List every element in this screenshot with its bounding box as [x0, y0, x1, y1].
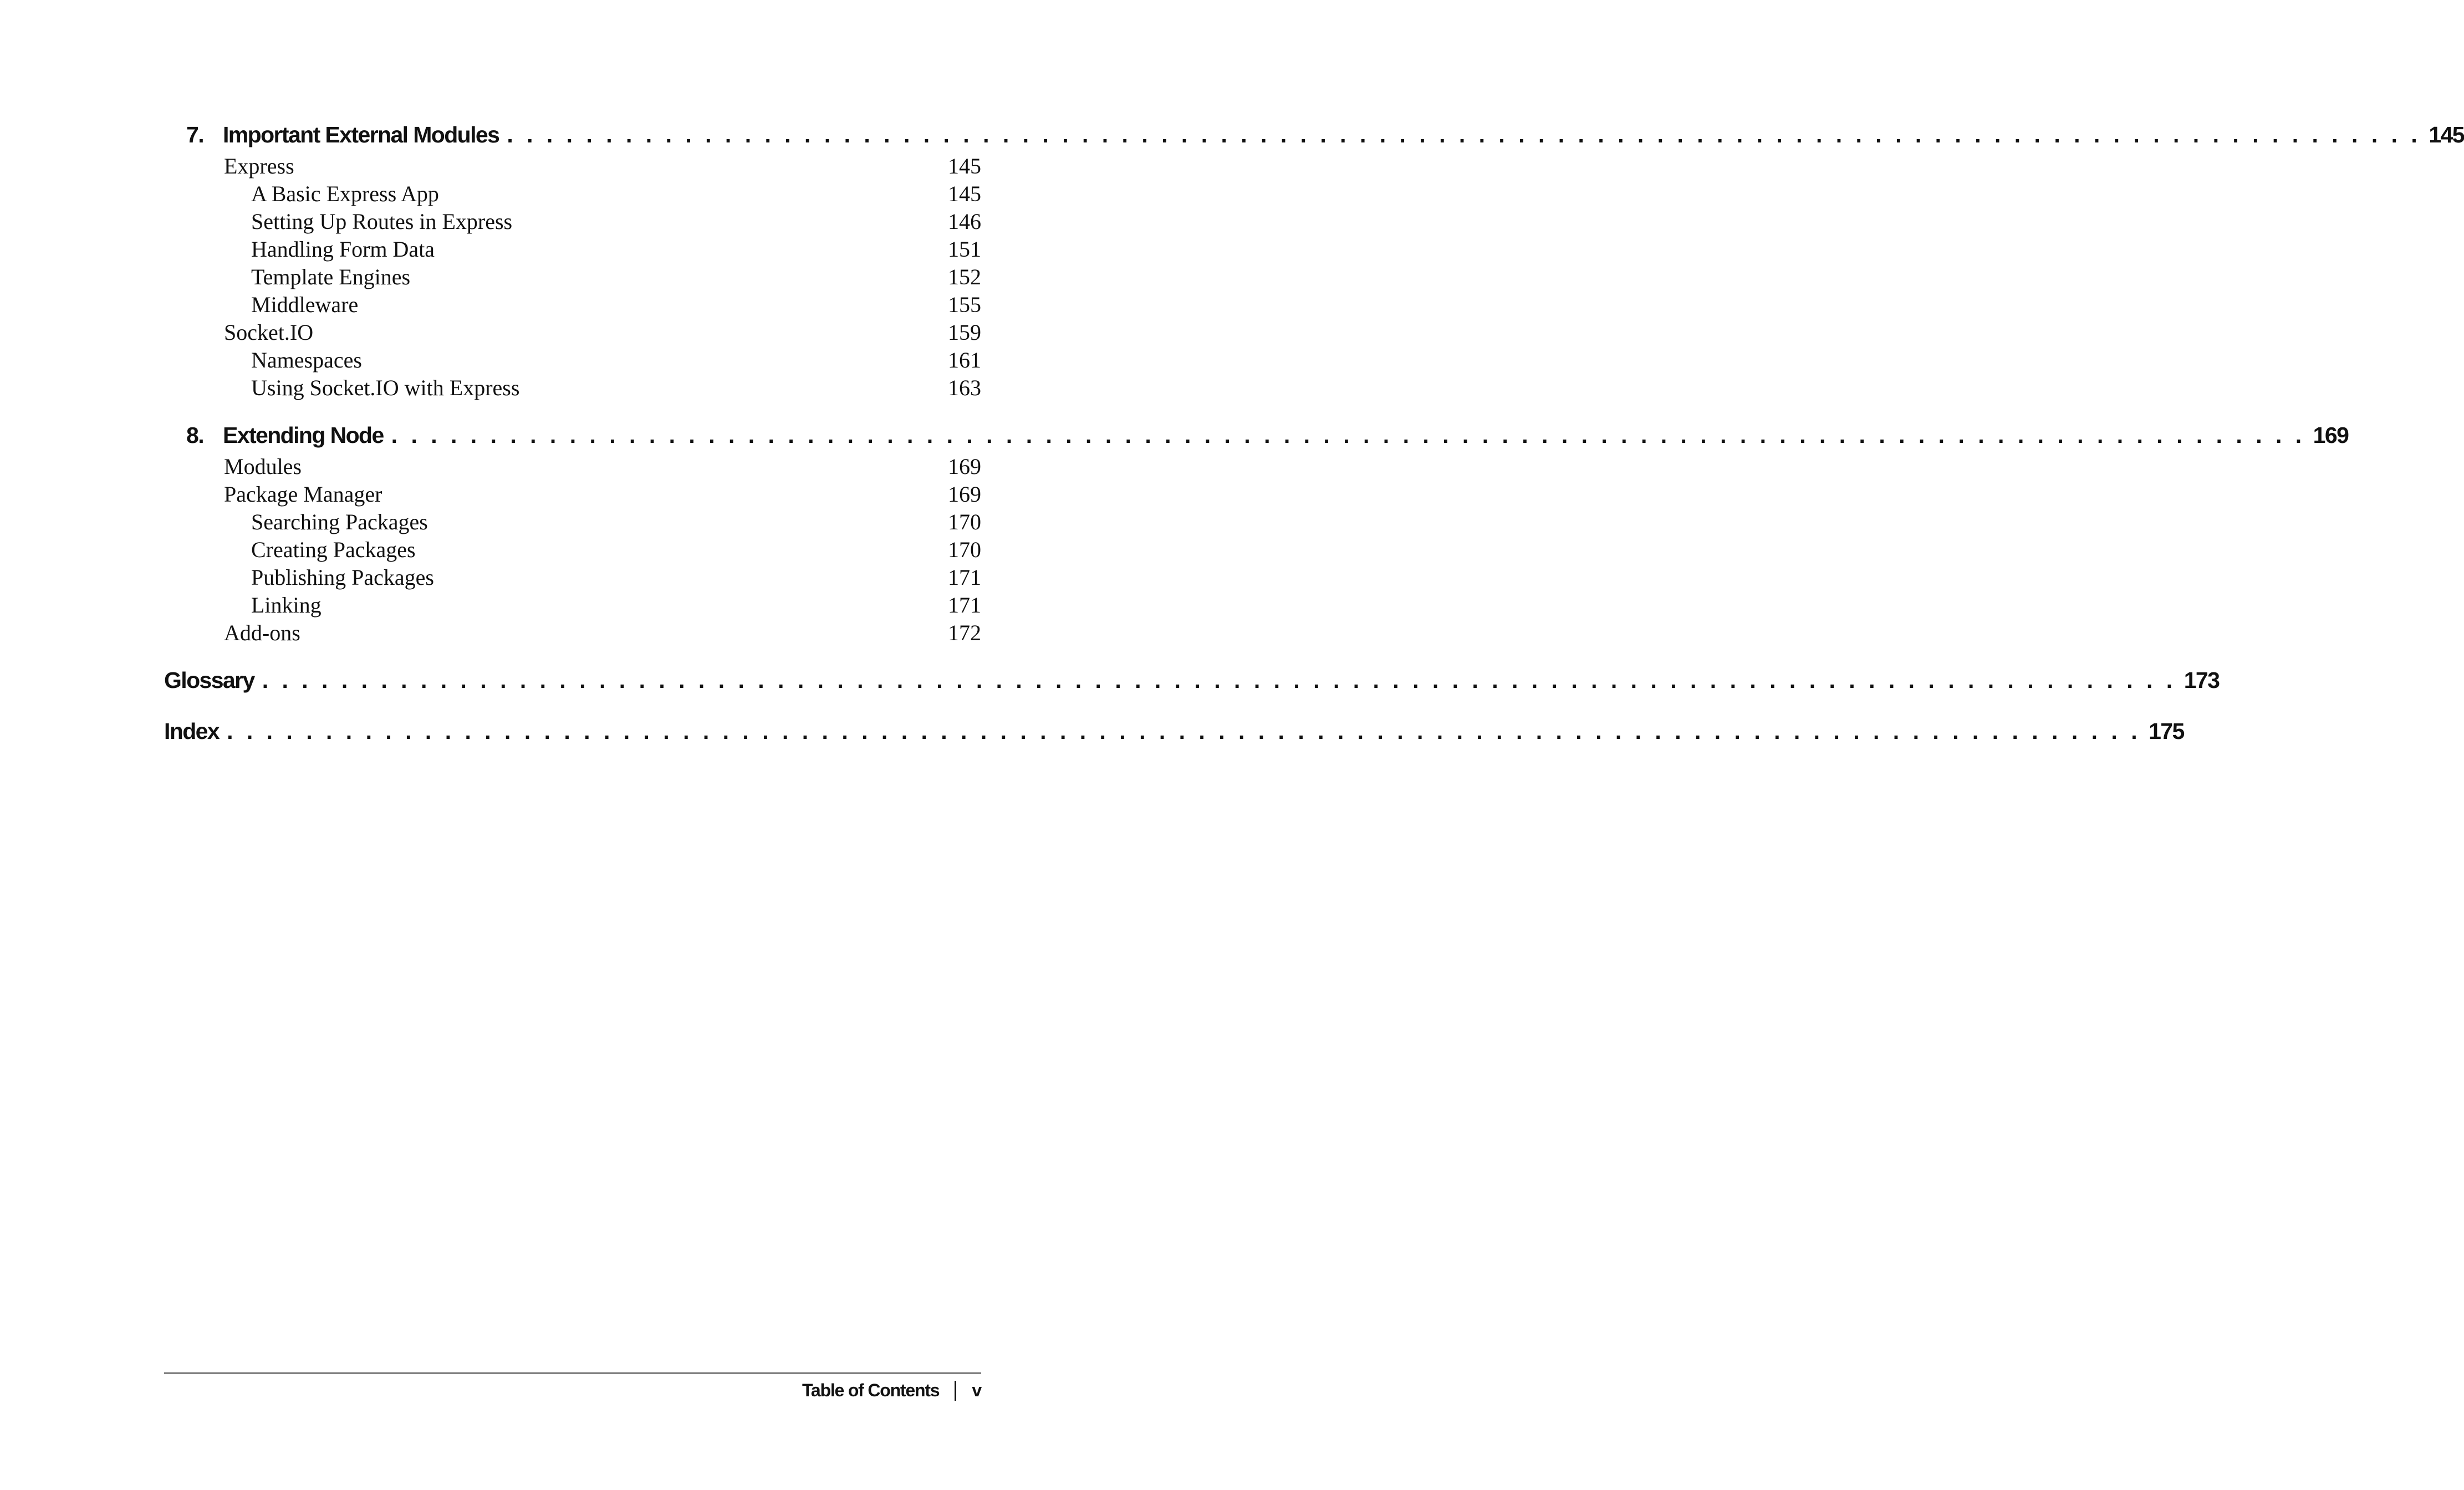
toc-entry[interactable] [164, 292, 981, 319]
toc-entry[interactable] [164, 264, 981, 292]
running-footer [802, 1380, 981, 1401]
chapter-title: Extending Node [223, 422, 384, 448]
footer-page-number: v [972, 1380, 981, 1400]
entry-page-number: 151 [948, 237, 981, 262]
toc-entry[interactable] [164, 453, 981, 481]
toc-entry[interactable] [164, 375, 981, 402]
entry-page-number: 163 [948, 375, 981, 400]
entry-title: Middleware [251, 292, 359, 317]
entry-title: Express [224, 154, 294, 178]
entry-page-number: 170 [948, 509, 981, 534]
dot-leader: . . . . . . . . . . . . . . . . . . . . . . . . . . . . . . . . . . . . . . . . . . . . . . . . . . . . . . . . . . . . . . . . . . . . . . . . . . . . . . . . . . . . . . . . . . . . . . . . . [262, 667, 2176, 693]
chapter-number: 8. [186, 422, 203, 448]
entry-title: Publishing Packages [251, 565, 434, 590]
entry-title: Add-ons [224, 620, 300, 645]
dot-leader: . . . . . . . . . . . . . . . . . . . . . . . . . . . . . . . . . . . . . . . . . . . . . . . . . . . . . . . . . . . . . . . . . . . . . . . . . . . . . . . . . . . . . . . . . . . . . . . . . [507, 122, 2421, 147]
entry-title: Setting Up Routes in Express [251, 209, 513, 234]
footer-section-title: Table of Contents [802, 1380, 940, 1400]
chapter-title: Index [164, 718, 220, 744]
entry-title: Creating Packages [251, 537, 416, 562]
chapter-page-number: 175 [2149, 718, 2184, 744]
entry-title: A Basic Express App [251, 181, 439, 206]
toc-entry[interactable] [164, 319, 981, 347]
entry-page-number: 159 [948, 320, 981, 345]
toc-chapter[interactable] [164, 122, 2464, 153]
entry-title: Namespaces [251, 348, 362, 372]
footer-rule [164, 1372, 981, 1374]
entry-page-number: 146 [948, 209, 981, 234]
entry-page-number: 161 [948, 348, 981, 372]
chapter-page-number: 169 [2313, 422, 2349, 448]
chapter-page-number: 145 [2429, 122, 2464, 147]
chapter-number: 7. [186, 122, 203, 147]
entry-title: Linking [251, 593, 322, 618]
toc-entry[interactable] [164, 347, 981, 375]
entry-page-number: 152 [948, 264, 981, 289]
entry-page-number: 145 [948, 181, 981, 206]
toc-entry[interactable] [164, 208, 981, 236]
toc-chapter[interactable] [164, 667, 2220, 698]
entry-title: Using Socket.IO with Express [251, 375, 520, 400]
toc-entry[interactable] [164, 537, 981, 564]
toc-entry[interactable] [164, 620, 981, 647]
toc-entry[interactable] [164, 236, 981, 264]
toc-entry[interactable] [164, 564, 981, 592]
toc-entry[interactable] [164, 509, 981, 537]
toc-chapter[interactable] [164, 422, 2349, 453]
dot-leader: . . . . . . . . . . . . . . . . . . . . . . . . . . . . . . . . . . . . . . . . . . . . . . . . . . . . . . . . . . . . . . . . . . . . . . . . . . . . . . . . . . . . . . . . . . . . . . . . . [391, 422, 2305, 448]
chapter-title: Glossary [164, 667, 254, 693]
entry-page-number: 155 [948, 292, 981, 317]
toc-entry[interactable] [164, 153, 981, 181]
entry-title: Searching Packages [251, 509, 428, 534]
entry-page-number: 171 [948, 593, 981, 618]
entry-title: Socket.IO [224, 320, 314, 345]
entry-page-number: 171 [948, 565, 981, 590]
entry-page-number: 172 [948, 620, 981, 645]
entry-page-number: 170 [948, 537, 981, 562]
entry-page-number: 169 [948, 482, 981, 507]
dot-leader: . . . . . . . . . . . . . . . . . . . . . . . . . . . . . . . . . . . . . . . . . . . . . . . . . . . . . . . . . . . . . . . . . . . . . . . . . . . . . . . . . . . . . . . . . . . . . . . . . [227, 718, 2141, 744]
toc-entry[interactable] [164, 481, 981, 509]
entry-page-number: 145 [948, 154, 981, 178]
entry-page-number: 169 [948, 454, 981, 479]
chapter-page-number: 173 [2184, 667, 2220, 693]
entry-title: Handling Form Data [251, 237, 435, 262]
entry-title: Template Engines [251, 264, 411, 289]
entry-title: Package Manager [224, 482, 382, 507]
entry-title: Modules [224, 454, 302, 479]
footer-separator [955, 1381, 956, 1401]
chapter-title: Important External Modules [223, 122, 499, 147]
table-of-contents [164, 122, 2464, 749]
toc-entry[interactable] [164, 592, 981, 620]
toc-chapter[interactable] [164, 718, 2184, 749]
toc-entry[interactable] [164, 181, 981, 208]
